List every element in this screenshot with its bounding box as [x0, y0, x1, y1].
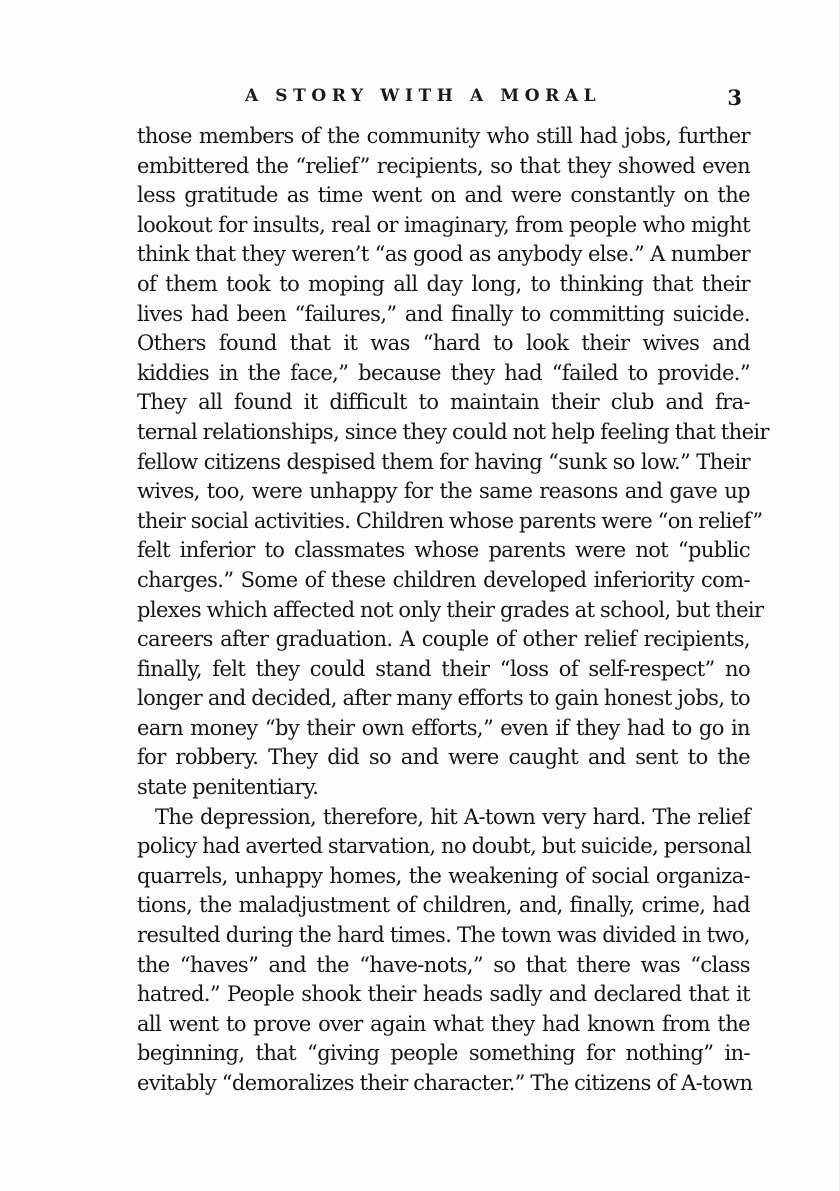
text-line: finally, felt they could stand their “loss of self-respect” no	[137, 656, 750, 681]
running-header	[137, 86, 750, 116]
text-line: plexes which affected not only their grades at school, but their	[137, 597, 764, 622]
text-line: beginning, that “giving people something for nothing” in-	[137, 1041, 750, 1066]
text-line: of them took to moping all day long, to thinking that their	[137, 271, 750, 296]
page-number: 3	[727, 85, 742, 110]
text-line: Others found that it was “hard to look their wives and	[137, 331, 750, 356]
text-line: kiddies in the face,” because they had “failed to provide.”	[137, 360, 750, 385]
text-line: careers after graduation. A couple of other relief recipients,	[137, 627, 750, 652]
text-line: the “haves” and the “have-nots,” so that there was “class	[137, 952, 750, 977]
text-line: less gratitude as time went on and were constantly on the	[137, 183, 750, 208]
text-line: resulted during the hard times. The town was divided in two,	[137, 923, 750, 948]
text-line: policy had averted starvation, no doubt, but suicide, personal	[137, 834, 752, 859]
text-line: state penitentiary.	[137, 775, 319, 800]
text-line: felt inferior to classmates whose parents were not “public	[137, 538, 750, 563]
text-line: longer and decided, after many efforts to gain honest jobs, to	[137, 686, 750, 711]
text-line: earn money “by their own efforts,” even if they had to go in	[137, 715, 750, 740]
text-line: think that they weren’t “as good as anybody else.” A number	[137, 242, 750, 267]
text-line: quarrels, unhappy homes, the weakening of social organiza-	[137, 863, 750, 888]
text-line: those members of the community who still had jobs, further	[137, 124, 750, 148]
text-line: wives, too, were unhappy for the same reasons and gave up	[137, 479, 750, 504]
running-title: A STORY WITH A MORAL	[245, 86, 602, 106]
text-line: lookout for insults, real or imaginary, from people who might	[137, 212, 750, 237]
text-line: their social activities. Children whose parents were “on relief”	[137, 508, 763, 533]
text-line: charges.” Some of these children developed inferiority com-	[137, 567, 750, 592]
text-line: They all found it difficult to maintain their club and fra-	[137, 390, 750, 415]
text-line: embittered the “relief” recipients, so that they showed even	[137, 153, 750, 178]
text-line: hatred.” People shook their heads sadly and declared that it	[137, 982, 750, 1007]
text-line: tions, the maladjustment of children, and, finally, crime, had	[137, 893, 750, 918]
text-line: all went to prove over again what they had known from the	[137, 1011, 750, 1036]
text-line: evitably “demoralizes their character.” The citizens of A-town	[137, 1071, 753, 1095]
text-line: for robbery. They did so and were caught and sent to the	[137, 745, 750, 770]
body-text	[137, 122, 769, 1099]
text-line: lives had been “failures,” and finally to committing suicide.	[137, 301, 750, 326]
text-line: fellow citizens despised them for having “sunk so low.” Their	[137, 449, 750, 474]
text-line: ternal relationships, since they could not help feeling that their	[137, 419, 769, 444]
paragraph-start-line: The depression, therefore, hit A-town very hard. The relief	[155, 804, 750, 829]
